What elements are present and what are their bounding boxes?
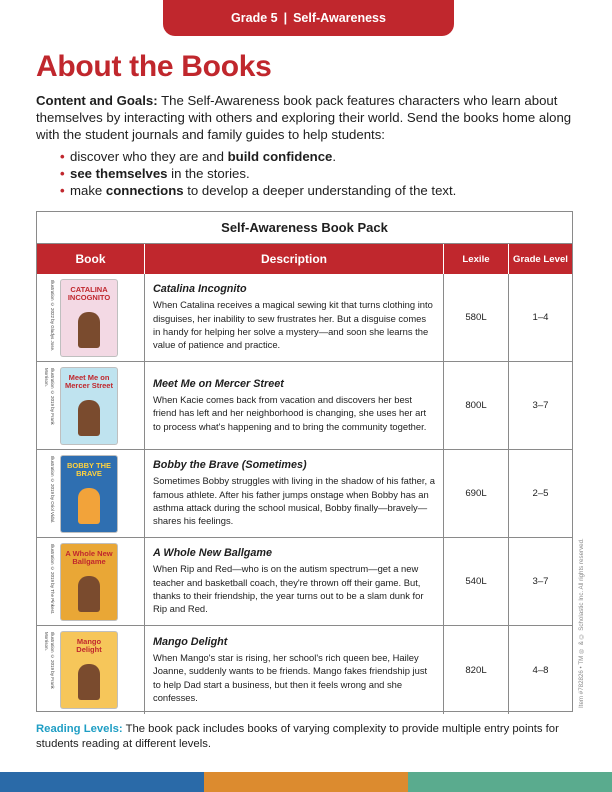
description-cell (145, 362, 444, 449)
illustration-credit: Illustration © 2019 by Frank Morrison. (44, 632, 55, 689)
book-row (37, 450, 572, 538)
goal-emphasis: see themselves (70, 166, 168, 181)
footer-bar-segment (408, 772, 612, 792)
book-cover-image (61, 456, 117, 532)
intro-text: The Self-Awareness book pack features characters who learn about themselves by interacting with others and exploring their world. Send the books home along with the student journals and family guides to help students: (36, 93, 572, 142)
goal-item (60, 148, 580, 165)
book-description: Sometimes Bobby struggles with living in the shadow of his father, a famous athlete. After his father jumps onstage when Bobby has an asthma attack during the school musical, Bobby finally—bravely—shares his feelings. (153, 475, 435, 527)
goal-item (60, 165, 580, 182)
book-cover-figure (78, 488, 100, 524)
book-title: Catalina Incognito (153, 283, 247, 296)
footer-bar-segment (0, 772, 204, 792)
goal-text: in the stories. (167, 166, 250, 181)
book-cell (37, 274, 145, 361)
column-header-grade-level: Grade Level (513, 253, 568, 265)
book-cover-figure (78, 664, 100, 700)
goal-item (60, 182, 580, 199)
footer-bar-segment (204, 772, 408, 792)
description-cell (145, 538, 444, 625)
footer-color-bar (0, 772, 612, 792)
goal-text: . (332, 149, 337, 164)
reading-levels-text: The book pack includes books of varying complexity to provide multiple entry points for students reading at different levels. (36, 723, 559, 750)
lexile-cell: 690L (444, 450, 509, 537)
goal-text: make (70, 183, 106, 198)
goal-emphasis: build confidence (227, 149, 333, 164)
page-title: About the Books (36, 50, 272, 83)
banner-separator: | (283, 11, 288, 25)
description-cell (145, 274, 444, 361)
book-cover-figure (78, 400, 100, 436)
reading-levels-lead: Reading Levels: (36, 723, 123, 735)
book-row (37, 362, 572, 450)
book-cell (37, 450, 145, 537)
book-cell (37, 362, 145, 449)
book-title: A Whole New Ballgame (153, 547, 272, 560)
lexile-cell: 540L (444, 538, 509, 625)
book-title: Meet Me on Mercer Street (153, 378, 284, 391)
table-header-row (37, 244, 572, 274)
book-cover-image (61, 368, 117, 444)
book-description: When Kacie comes back from vacation and discovers her best friend has left and her neighborhood is changing, she uses her art to process what's happening and to bring the community together. (153, 394, 427, 432)
book-cell (37, 538, 145, 625)
topic-label: Self-Awareness (293, 11, 386, 25)
book-row (37, 274, 572, 362)
goals-list (60, 148, 580, 199)
book-cover-image (61, 544, 117, 620)
grade-level-cell: 1–4 (532, 312, 549, 323)
table-title: Self-Awareness Book Pack (37, 212, 572, 244)
lexile-cell: 820L (444, 626, 509, 714)
grade-level-cell: 3–7 (532, 576, 549, 587)
grade-level-cell: 4–8 (532, 664, 549, 676)
illustration-credit: Illustration © 2019 by The Pinkest. (50, 544, 55, 615)
book-cover-image (61, 280, 117, 356)
grade-level-cell: 2–5 (532, 488, 549, 499)
book-cover-figure (78, 576, 100, 612)
grade-label: Grade 5 (231, 11, 278, 25)
lexile-cell: 800L (444, 362, 509, 449)
illustration-credit: Illustration © 2019 by Frank Morrison. (44, 368, 55, 425)
book-cover-title: A Whole New Ballgame (65, 548, 113, 566)
illustration-credit: Illustration © 2022 by Gladys Jose. (50, 280, 55, 352)
column-header-book: Book (37, 244, 145, 274)
goal-text: to develop a deeper understanding of the text. (183, 183, 457, 198)
book-description: When Mango's star is rising, her school's rich queen bee, Hailey Joanne, suddenly wants to be friends. Mango fakes friendship just to help Dad start a business, but then it feels wrong and she confesses. (153, 651, 428, 703)
lexile-cell: 580L (444, 274, 509, 361)
goal-text: discover who they are and (70, 149, 228, 164)
column-header-lexile: Lexile (444, 244, 509, 274)
book-title: Bobby the Brave (Sometimes) (153, 459, 307, 472)
book-cover-title: Meet Me on Mercer Street (65, 372, 113, 390)
book-row (37, 626, 572, 714)
description-cell (145, 626, 444, 714)
goal-emphasis: connections (105, 183, 184, 198)
reading-levels-note (36, 722, 586, 752)
book-cover-title: CATALINA INCOGNITO (67, 284, 111, 302)
grade-banner (163, 0, 454, 36)
description-cell (145, 450, 444, 537)
intro-paragraph (36, 92, 576, 143)
book-cover-figure (78, 312, 100, 348)
illustration-credit: Illustration © 2019 by Oriol Vidal. (50, 456, 55, 524)
grade-level-cell: 3–7 (532, 400, 549, 411)
book-cover-title: BOBBY THE BRAVE (66, 460, 112, 478)
book-description: When Catalina receives a magical sewing kit that turns clothing into disguises, her inability to sew frustrates her. But a disguise comes in handy for helping her solve a mystery—and soon she learns the value of patience and practice. (153, 299, 433, 351)
book-row (37, 538, 572, 626)
book-cell (37, 626, 145, 714)
book-description: When Rip and Red—who is on the autism spectrum—get a new teacher and basketball coach, they're thrown off their game. But, thanks to their friendship, the year turns out to be a slam dunk for Rip and Red. (153, 563, 424, 615)
intro-lead: Content and Goals: (36, 93, 158, 108)
book-pack-table (36, 211, 573, 712)
copyright-notice: Item #782826 • TM ® & © Scholastic Inc. All rights reserved. (578, 538, 585, 708)
book-title: Mango Delight (153, 635, 228, 648)
book-cover-image (61, 632, 117, 708)
column-header-description: Description (145, 244, 444, 274)
book-cover-title: Mango Delight (76, 637, 102, 654)
